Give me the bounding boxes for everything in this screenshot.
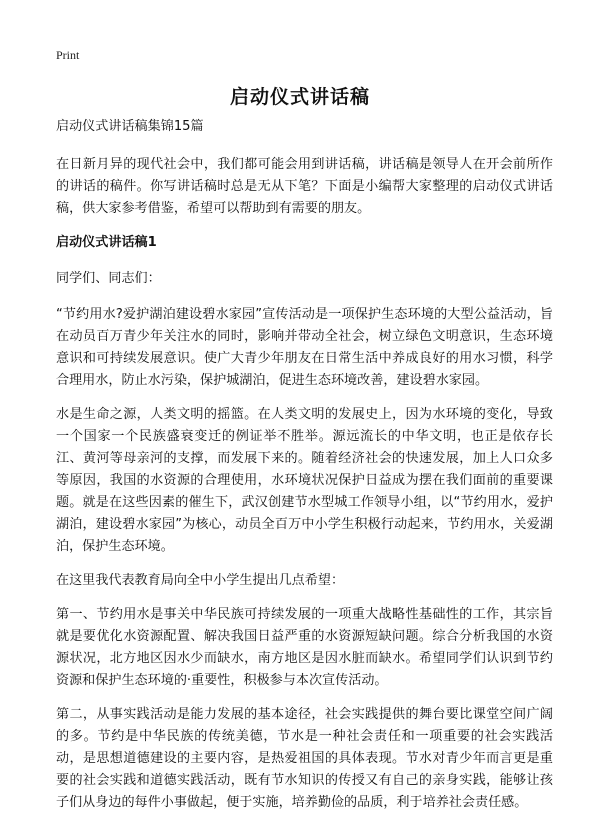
intro-paragraph: 在日新月异的现代社会中，我们都可能会用到讲话稿，讲话稿是领导人在开会前所作的讲话的稿件。你写讲话稿时总是无从下笔？下面是小编帮大家整理的启动仪式讲话稿，供大家参考借鉴，希望可以帮助到有需要的朋友。 <box>56 157 553 216</box>
body-paragraph: “节约用水?爱护湖泊建设碧水家园”宣传活动是一项保护生态环境的大型公益活动，旨在动员百万青少年关注水的同时，影响并带动全社会，树立绿色文明意识，生态环境意识和可持续发展意识。使广大青少年朋友在日常生活中养成良好的用水习惯，科学合理用水，防止水污染，保护城湖泊，促进生态环境改善，建设碧水家园。 <box>56 307 553 388</box>
document-body <box>56 116 553 826</box>
body-paragraph: 第一、节约用水是事关中华民族可持续发展的一项重大战略性基础性的工作，其宗旨就是要优化水资源配置、解决我国日益严重的水资源短缺问题。综合分析我国的水资源状况，北方地区因水少而缺水，南方地区是因水脏而缺水。希望同学们认识到节约资源和保护生态环境的·重要性，积极参与本次宣传活动。 <box>56 607 553 688</box>
print-link[interactable]: Print <box>56 48 80 62</box>
body-paragraph: 第二，从事实践活动是能力发展的基本途径，社会实践提供的舞台要比课堂空间广阔的多。节约是中华民族的传统美德，节水是一种社会责任和一项重要的社会实践活动，是思想道德建设的主要内容，是热爱祖国的具体表现。节水对青少年而言更是重要的社会实践和道德实践活动，既有节水知识的传授又有自己的亲身实践，能够让孩子们从身边的每件小事做起，便于实施，培养勤俭的品质，利于培养社会责任感。 <box>56 707 553 810</box>
document-subtitle: 启动仪式讲话稿集锦15篇 <box>56 119 204 134</box>
section-heading: 启动仪式讲话稿1 <box>56 235 157 250</box>
document-title: 启动仪式讲话稿 <box>229 86 370 108</box>
body-paragraph: 在这里我代表教育局向全中小学生提出几点希望： <box>56 573 345 588</box>
greeting: 同学们、同志们： <box>56 271 161 286</box>
body-paragraph: 水是生命之源，人类文明的摇篮。在人类文明的发展史上，因为水环境的变化，导致一个国家一个民族盛衰变迁的例证举不胜举。源远流长的中华文明，也正是依存长江、黄河等母亲河的支撑，而发展下来的。随着经济社会的快速发展，加上人口众多等原因，我国的水资源的合理使用，水环境状况保护日益成为摆在我们面前的重要课题。就是在这些因素的催生下，武汉创建节水型城工作领导小组，以“节约用水，爱护湖泊，建设碧水家园”为核心，动员全百万中小学生积极行动起来，节约用水，关爱湖泊，保护生态环境。 <box>56 407 553 554</box>
